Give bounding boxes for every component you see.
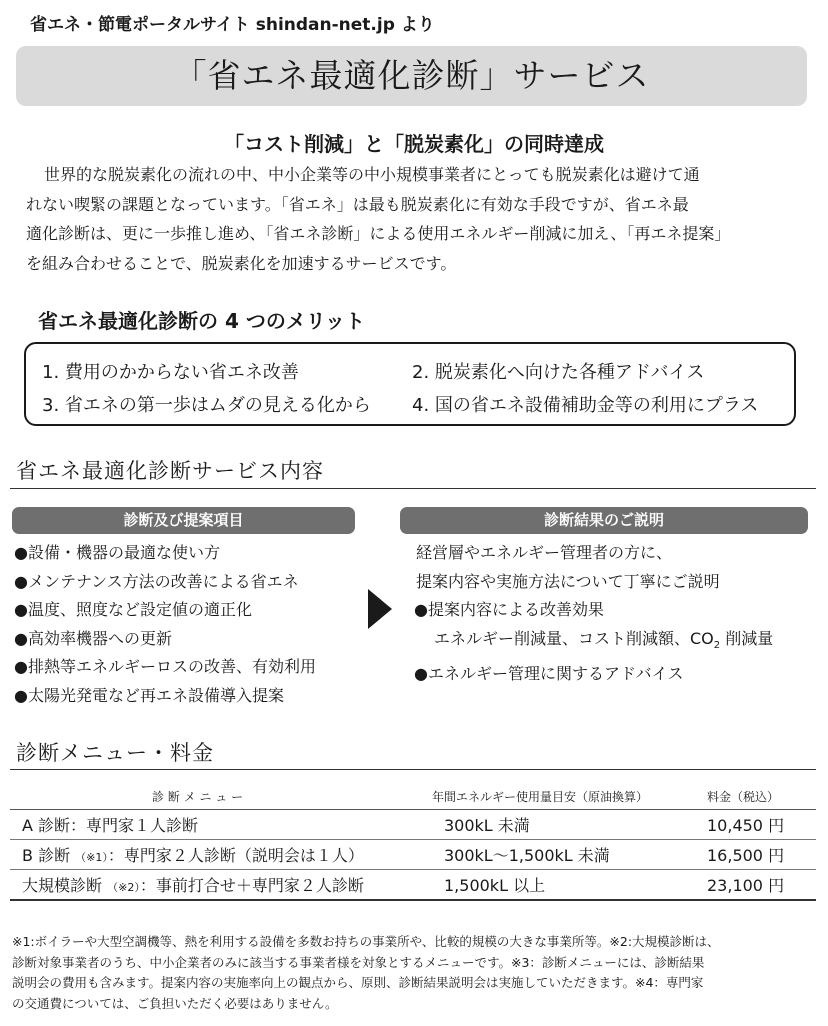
list-item: ●メンテナンス方法の改善による省エネ [14, 571, 299, 591]
footnote-line: 診断対象事業者のうち、中小企業者のみに該当する事業者様を対象とするメニューです。※3：診断メニューには、診断結果 [12, 954, 705, 970]
footnotes [12, 932, 818, 1014]
table-row [10, 810, 816, 840]
intro-line: を組み合わせることで、脱炭素化を加速するサービスです。 [26, 253, 457, 273]
intro-line: 適化診断は、更に一歩推し進め、「省エネ診断」による使用エネルギー削減に加え、「再エネ提案」 [26, 224, 731, 243]
list-item: ●太陽光発電など再エネ設備導入提案 [14, 685, 284, 705]
page-title-banner: 「省エネ最適化診断」サービス [16, 46, 807, 106]
menu-cell [10, 840, 432, 870]
merits-box [24, 342, 796, 426]
list-item: ●エネルギー管理に関するアドバイス [414, 664, 684, 684]
table-row [10, 840, 816, 870]
column-header-usage: 年間エネルギー使用量目安（原油換算） [432, 783, 707, 810]
footnote-line: の交通費については、ご負担いただく必要はありません。 [12, 995, 338, 1011]
menu-name: 大規模診断 [22, 876, 103, 895]
list-item: 経営層やエネルギー管理者の方に、 [416, 543, 673, 562]
price-cell: 10,450 円 [707, 810, 816, 840]
intro-paragraph [26, 160, 806, 278]
co2-subscript: 2 [713, 639, 721, 651]
price-cell: 16,500 円 [707, 840, 816, 870]
right-arrow-icon [368, 589, 392, 629]
list-item: ●温度、照度など設定値の適正化 [14, 600, 252, 619]
menu-cell [10, 810, 432, 840]
list-item: ●設備・機器の最適な使い方 [14, 543, 220, 562]
column-header-price: 料金（税込） [707, 783, 816, 810]
merits-heading: 省エネ最適化診断の 4 つのメリット [38, 309, 366, 333]
diagnosis-items-list [14, 539, 316, 710]
footnote-ref: （※2） [107, 881, 140, 894]
result-explanation-list [416, 539, 773, 689]
price-cell: 23,100 円 [707, 870, 816, 901]
section-divider [10, 488, 816, 489]
menu-name: A 診断：専門家１人診断 [22, 816, 199, 835]
source-note: 省エネ・節電ポータルサイト shindan-net.jp より [30, 15, 435, 35]
table-row [10, 870, 816, 901]
footnote-line: 説明会の費用も含みます。提案内容の実施率向上の観点から、原則、診断結果説明会は実施していただきます。※4：専門家 [12, 975, 704, 990]
menu-name: B 診断 [22, 846, 71, 865]
reduction-text-end: 削減量 [720, 628, 774, 648]
price-table [10, 783, 816, 901]
usage-cell: 1,500kL 以上 [432, 870, 707, 901]
result-explanation-header: 診断結果のご説明 [400, 507, 808, 534]
reduction-text: エネルギー削減量、コスト削減額、CO [434, 628, 714, 648]
diagnosis-items-header: 診断及び提案項目 [12, 507, 355, 534]
merit-item: 2. 脱炭素化へ向けた各種アドバイス [412, 362, 705, 383]
menu-section-heading: 診断メニュー・料金 [16, 741, 214, 765]
footnote-ref: （※1） [75, 851, 108, 864]
intro-line: れない喫緊の課題となっています。「省エネ」は最も脱炭素化に有効な手段ですが、省エネ最 [26, 194, 689, 214]
column-header-menu: 診 断 メ ニ ュ ー [10, 783, 432, 810]
usage-cell: 300kL〜1,500kL 未満 [432, 840, 707, 870]
footnote-line: ※1:ボイラーや大型空調機等、熱を利用する設備を多数お持ちの事業所や、比較的規模の大きな事業所等。※2:大規模診断は、 [12, 934, 720, 949]
subtitle: 「コスト削減」と「脱炭素化」の同時達成 [224, 132, 604, 156]
menu-cell [10, 870, 432, 901]
menu-detail: ：専門家２人診断（説明会は１人） [107, 846, 364, 865]
list-item: ●高効率機器への更新 [14, 628, 172, 648]
service-section-heading: 省エネ最適化診断サービス内容 [16, 459, 324, 483]
intro-line: 世界的な脱炭素化の流れの中、中小企業等の中小規模事業者にとっても脱炭素化は避けて通 [44, 165, 700, 184]
merit-item: 1. 費用のかからない省エネ改善 [42, 362, 299, 383]
usage-cell: 300kL 未満 [432, 810, 707, 840]
table-header-row [10, 783, 816, 810]
merit-item: 4. 国の省エネ設備補助金等の利用にプラス [412, 395, 759, 416]
list-item: ●排熱等エネルギーロスの改善、有効利用 [14, 657, 316, 676]
list-item: 提案内容や実施方法について丁寧にご説明 [416, 571, 720, 591]
merit-item: 3. 省エネの第一歩はムダの見える化から [42, 395, 371, 416]
list-item [416, 625, 773, 661]
menu-detail: ：事前打合せ＋専門家２人診断 [139, 876, 364, 895]
section-divider [10, 769, 816, 770]
list-item: ●提案内容による改善効果 [414, 600, 604, 619]
